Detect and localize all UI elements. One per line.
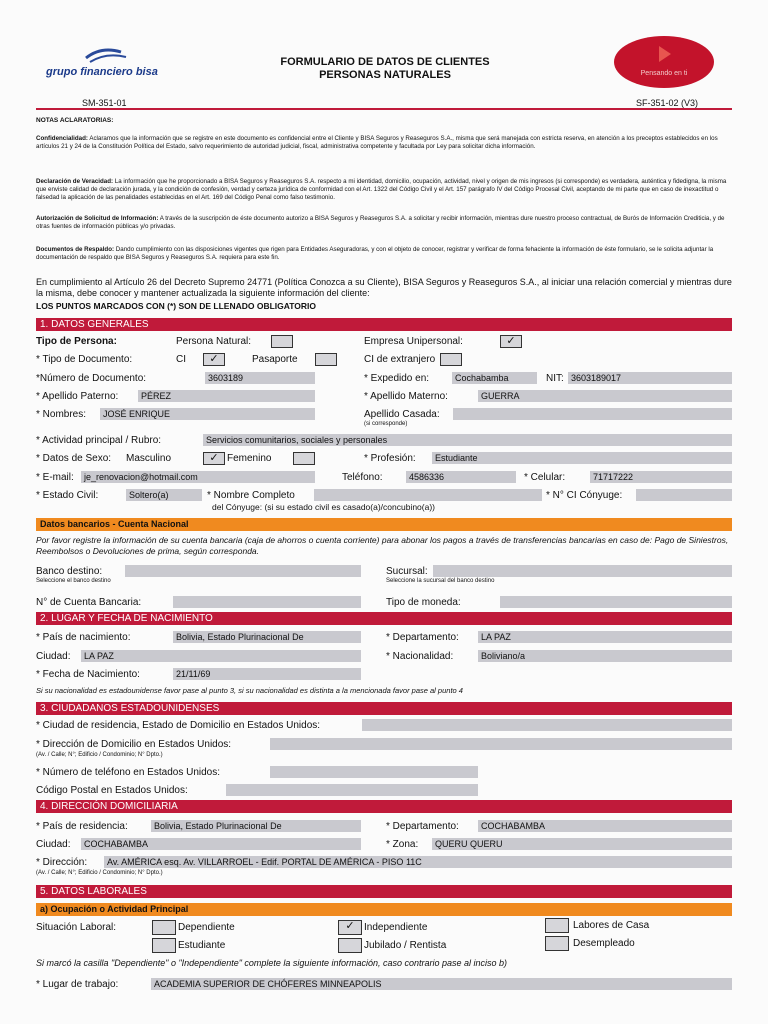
- logo-text: grupo financiero bisa: [46, 66, 158, 78]
- conyuge-label-2: del Cónyuge: (si su estado civil es casado(a)/concubino(a)): [212, 502, 436, 512]
- email-field[interactable]: je_renovacion@hotmail.com: [81, 471, 315, 483]
- note-doc-text: Dando cumplimiento con las disposiciones vigentes que rigen para Entidades Aseguradoras, y con el objeto de conocer, registrar y verificar de forma fehaciente la información de éste formulario, se le solicita adjuntar la documentación de respaldo que BISA Seguros y Reaseguros S.A. requiera para este fin.: [36, 246, 714, 261]
- section-5-header: 5. DATOS LABORALES: [36, 885, 732, 898]
- ap-casada-label: Apellido Casada:: [364, 409, 440, 420]
- note-confidentiality: [36, 135, 732, 151]
- banco-hint: Seleccione el banco destino: [36, 578, 111, 584]
- persona-natural-label: Persona Natural:: [176, 336, 252, 347]
- dependiente-label: Dependiente: [178, 922, 235, 933]
- seal-text: Pensando en ti: [640, 70, 688, 77]
- ci-conyuge-label: * N° CI Cónyuge:: [546, 490, 623, 501]
- fecha-nac-field[interactable]: 21/11/69: [173, 668, 361, 680]
- dependiente-checkbox[interactable]: [152, 920, 176, 935]
- header-divider: [36, 108, 732, 110]
- nationality-note: Si su nacionalidad es estadounidense favor pase al punto 3, si su nacionalidad es distinta a la mencionada favor pase al punto 4: [36, 686, 463, 695]
- note-ver-text: La información que he proporcionado a BISA Seguros y Reaseguros S.A. respecto a mi identidad, domicilio, ocupación, actividad, nivel y origen de mis ingresos (si corresponde) es verdadera, auténtica y fidedigna, la misma que enviste calidad de declaración jurada, y la condición de confesión, verdad y certeza jurídica de conformidad con el Art. 1322 del Código Civil y el Art. 157 parágrafo IV del Código Procesal Civil, aceptando de mi parte que en caso de inexactitud o falsedad la aplicación de las penalidades establecidas en el Art. 169 del Código Penal como falso testimonio.: [36, 178, 727, 201]
- ci-extranjero-label: CI de extranjero: [364, 354, 436, 365]
- persona-natural-checkbox[interactable]: [271, 335, 293, 348]
- depto-res-label: * Departamento:: [386, 821, 459, 832]
- estado-civil-label: * Estado Civil:: [36, 490, 99, 501]
- independiente-checkbox[interactable]: ✓: [338, 920, 362, 935]
- conyuge-field[interactable]: [314, 489, 542, 501]
- zona-label: * Zona:: [386, 839, 419, 850]
- num-doc-label: *Número de Documento:: [36, 373, 147, 384]
- profesion-field[interactable]: Estudiante: [432, 452, 732, 464]
- us-ciudad-field[interactable]: [362, 719, 732, 731]
- bank-section-header: Datos bancarios - Cuenta Nacional: [36, 518, 732, 531]
- form-code-right: SF-351-02 (V3): [636, 98, 699, 108]
- pasaporte-checkbox[interactable]: [315, 353, 337, 366]
- ciudad-nac-field[interactable]: LA PAZ: [81, 650, 361, 662]
- form-code-left: SM-351-01: [82, 98, 127, 108]
- note-doc-title: Documentos de Respaldo:: [36, 246, 115, 253]
- us-tel-field[interactable]: [270, 766, 478, 778]
- ciudad-res-field[interactable]: COCHABAMBA: [81, 838, 361, 850]
- ap-materno-field[interactable]: GUERRA: [478, 390, 732, 402]
- ci-extranjero-checkbox[interactable]: [440, 353, 462, 366]
- pais-res-field[interactable]: Bolivia, Estado Plurinacional De: [151, 820, 361, 832]
- jubilado-label: Jubilado / Rentista: [364, 940, 447, 951]
- expedido-label: * Expedido en:: [364, 373, 430, 384]
- labores-label: Labores de Casa: [573, 920, 650, 931]
- ci-conyuge-field[interactable]: [636, 489, 732, 501]
- sucursal-field[interactable]: [433, 565, 732, 577]
- pais-nac-label: * País de nacimiento:: [36, 632, 131, 643]
- us-cp-field[interactable]: [226, 784, 478, 796]
- profesion-label: * Profesión:: [364, 453, 416, 464]
- telefono-label: Teléfono:: [342, 472, 383, 483]
- section-3-header: 3. CIUDADANOS ESTADOUNIDENSES: [36, 702, 732, 715]
- us-ciudad-label: * Ciudad de residencia, Estado de Domicilio en Estados Unidos:: [36, 720, 321, 731]
- zona-field[interactable]: QUERU QUERU: [432, 838, 732, 850]
- masculino-label: Masculino: [126, 453, 172, 464]
- us-dir-hint: (Av. / Calle; N°; Edificio / Condominio; N° Dpto.): [36, 752, 163, 758]
- note-veracity: [36, 178, 732, 202]
- company-logo: [46, 44, 186, 86]
- us-tel-label: * Número de teléfono en Estados Unidos:: [36, 767, 220, 778]
- jubilado-checkbox[interactable]: [338, 938, 362, 953]
- actividad-field[interactable]: Servicios comunitarios, sociales y personales: [203, 434, 732, 446]
- us-dir-label: * Dirección de Domicilio en Estados Unidos:: [36, 739, 232, 750]
- depto-res-field[interactable]: COCHABAMBA: [478, 820, 732, 832]
- cuenta-field[interactable]: [173, 596, 361, 608]
- situacion-note: Si marcó la casilla "Dependiente" o "Independiente" complete la siguiente información, caso contrario pase al inciso b): [36, 958, 508, 968]
- section-4-header: 4. DIRECCIÓN DOMICILIARIA: [36, 800, 732, 813]
- pais-nac-field[interactable]: Bolivia, Estado Plurinacional De: [173, 631, 361, 643]
- ap-paterno-label: * Apellido Paterno:: [36, 391, 119, 402]
- ciudad-res-label: Ciudad:: [36, 839, 71, 850]
- nacionalidad-field[interactable]: Boliviano/a: [478, 650, 732, 662]
- moneda-label: Tipo de moneda:: [386, 597, 461, 608]
- sucursal-hint: Seleccione la sucursal del banco destino: [386, 578, 495, 584]
- nombres-label: * Nombres:: [36, 409, 87, 420]
- brand-seal: [614, 36, 714, 88]
- independiente-label: Independiente: [364, 922, 428, 933]
- note-conf-title: Confidencialidad:: [36, 135, 88, 142]
- logo-swirl-icon: [76, 44, 146, 66]
- email-label: * E-mail:: [36, 472, 74, 483]
- nacionalidad-label: * Nacionalidad:: [386, 651, 454, 662]
- pasaporte-label: Pasaporte: [252, 354, 298, 365]
- lugar-trabajo-field[interactable]: ACADEMIA SUPERIOR DE CHÓFERES MINNEAPOLIS: [151, 978, 732, 990]
- banco-label: Banco destino:: [36, 566, 103, 577]
- direccion-hint: (Av. / Calle; N°; Edificio / Condominio; N° Dpto.): [36, 870, 163, 876]
- sucursal-label: Sucursal:: [386, 566, 428, 577]
- play-icon: [659, 46, 671, 62]
- cuenta-label: N° de Cuenta Bancaria:: [36, 597, 142, 608]
- us-dir-field[interactable]: [270, 738, 732, 750]
- section-1-header: 1. DATOS GENERALES: [36, 318, 732, 331]
- us-cp-label: Código Postal en Estados Unidos:: [36, 785, 188, 796]
- moneda-field[interactable]: [500, 596, 732, 608]
- sexo-label: * Datos de Sexo:: [36, 453, 112, 464]
- expedido-field[interactable]: Cochabamba: [452, 372, 537, 384]
- banco-field[interactable]: [125, 565, 361, 577]
- note-ver-title: Declaración de Veracidad:: [36, 178, 114, 185]
- form-title-line1: FORMULARIO DE DATOS DE CLIENTES: [280, 56, 490, 68]
- notes-heading: NOTAS ACLARATORIAS:: [36, 117, 114, 124]
- estudiante-label: Estudiante: [178, 940, 226, 951]
- empresa-unipersonal-label: Empresa Unipersonal:: [364, 336, 463, 347]
- ci-checkbox[interactable]: ✓: [203, 353, 225, 366]
- note-aut-text: A través de la suscripción de éste documento autorizo a BISA Seguros y Reaseguros S.A. a solicitar y recibir información, mientras dure nuestro proceso contractual, de Burós de Información Crediticia, y de otras fuentes de información públicas y/o privadas.: [36, 215, 725, 230]
- ci-label: CI: [176, 354, 186, 365]
- telefono-field[interactable]: 4586336: [406, 471, 516, 483]
- section-2-header: 2. LUGAR Y FECHA DE NACIMIENTO: [36, 612, 732, 625]
- desempleado-label: Desempleado: [573, 938, 635, 949]
- nit-label: NIT:: [546, 373, 564, 384]
- estado-civil-field[interactable]: Soltero(a): [126, 489, 202, 501]
- celular-label: * Celular:: [524, 472, 566, 483]
- desempleado-checkbox[interactable]: [545, 936, 569, 951]
- bank-instructions: Por favor registre la información de su cuenta bancaria (caja de ahorros o cuenta corriente) para abonar los pagos a través de transferencias bancarias en caso de: Pago de Siniestros, Reembolsos o Devoluciones de prima, según corresponda.: [36, 535, 729, 556]
- depto-nac-label: * Departamento:: [386, 632, 459, 643]
- masculino-checkbox[interactable]: ✓: [203, 452, 225, 465]
- femenino-label: Femenino: [227, 453, 272, 464]
- situacion-label: Situación Laboral:: [36, 922, 117, 933]
- ocupacion-subheader: a) Ocupación o Actividad Principal: [36, 903, 732, 916]
- num-doc-field[interactable]: 3603189: [205, 372, 315, 384]
- note-authorization: [36, 215, 732, 231]
- ap-paterno-field[interactable]: PÉREZ: [138, 390, 315, 402]
- estudiante-checkbox[interactable]: [152, 938, 176, 953]
- depto-nac-field[interactable]: LA PAZ: [478, 631, 732, 643]
- actividad-label: * Actividad principal / Rubro:: [36, 435, 162, 446]
- si-corresponde-hint: (si corresponde): [364, 421, 408, 427]
- labores-checkbox[interactable]: [545, 918, 569, 933]
- conyuge-label: * Nombre Completo: [207, 490, 295, 501]
- empresa-unipersonal-checkbox[interactable]: ✓: [500, 335, 522, 348]
- ap-casada-field[interactable]: [453, 408, 732, 420]
- fecha-nac-label: * Fecha de Nacimiento:: [36, 669, 140, 680]
- nit-field[interactable]: 3603189017: [568, 372, 732, 384]
- femenino-checkbox[interactable]: [293, 452, 315, 465]
- nombres-field[interactable]: JOSÉ ENRIQUE: [100, 408, 315, 420]
- note-documents: [36, 246, 732, 262]
- direccion-label: * Dirección:: [36, 857, 88, 868]
- tipo-doc-label: * Tipo de Documento:: [36, 354, 133, 365]
- form-title-line2: PERSONAS NATURALES: [319, 69, 451, 81]
- ap-materno-label: * Apellido Materno:: [364, 391, 448, 402]
- mandatory-notice: LOS PUNTOS MARCADOS CON (*) SON DE LLENADO OBLIGATORIO: [36, 301, 317, 311]
- direccion-field[interactable]: Av. AMÉRICA esq. Av. VILLARROEL - Edif. PORTAL DE AMÉRICA - PISO 11C: [104, 856, 732, 868]
- pais-res-label: * País de residencia:: [36, 821, 128, 832]
- note-aut-title: Autorización de Solicitud de Información:: [36, 215, 159, 222]
- tipo-persona-label: Tipo de Persona:: [36, 336, 117, 347]
- lugar-trabajo-label: * Lugar de trabajo:: [36, 979, 119, 990]
- intro-text: En cumplimiento al Artículo 26 del Decreto Supremo 24771 (Política Conozca a su Cliente), BISA Seguros y Reaseguros S.A., al iniciar una relación comercial y mientras dure la misma, debe conocer y mantener actualizada la siguiente información del cliente:: [36, 277, 732, 298]
- note-conf-text: Aclaramos que la información que se registre en este documento es confidencial entre el Cliente y BISA Seguros y Reaseguros S.A., misma que será manejada con estricta reserva, en atención a los preceptos establecidos en los artículos 21 y 24 de la Constitución Política del Estado, salvo requerimiento de autoridad judicial, fiscal, administrativa competente y facultada por Ley para solicitar dicha información.: [36, 135, 718, 150]
- celular-field[interactable]: 71717222: [590, 471, 732, 483]
- ciudad-nac-label: Ciudad:: [36, 651, 71, 662]
